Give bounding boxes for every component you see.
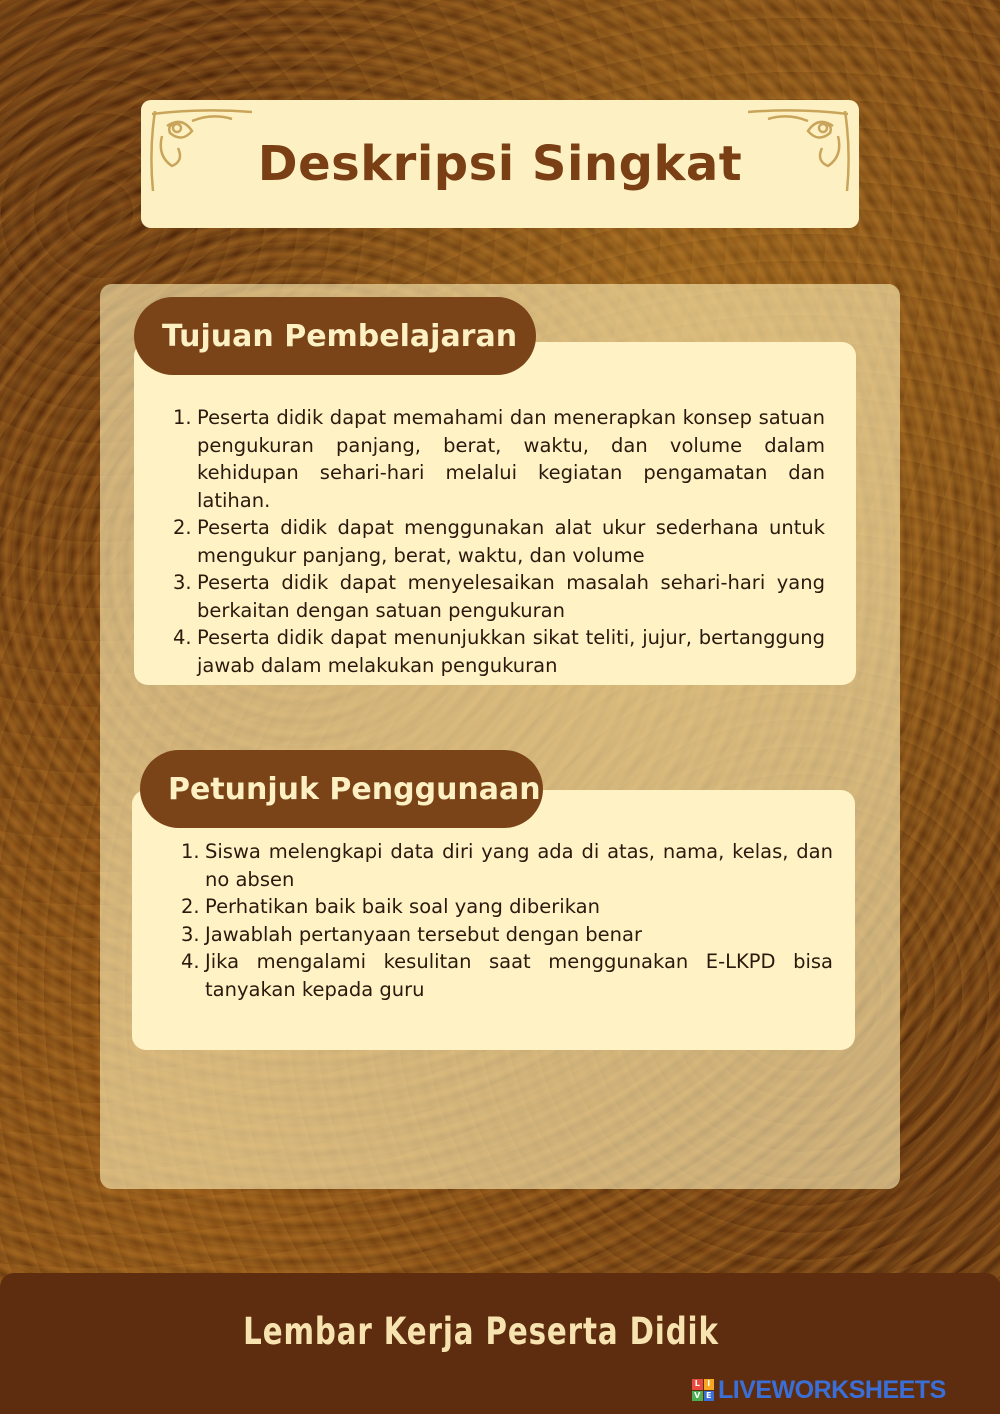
instructions-list [181,838,833,1003]
list-item: 2. Perhatikan baik baik soal yang diberikan [181,895,600,918]
ornament-corner-icon [147,106,257,196]
list-item: 1. Siswa melengkapi data diri yang ada di atas, nama, kelas, dan no absen [181,840,833,891]
ornament-corner-icon [743,106,853,196]
objectives-list [173,404,825,679]
list-item: 3. Jawablah pertanyaan tersebut dengan benar [181,922,642,946]
page-title: Deskripsi Singkat [257,136,743,192]
list-item: 3. Peserta didik dapat menyelesaikan masalah sehari-hari yang berkaitan dengan satuan pengukuran [173,571,825,622]
footer-title: Lembar Kerja Peserta Didik [243,1310,719,1353]
objectives-heading: Tujuan Pembelajaran [134,297,536,375]
list-item: 4. Jika mengalami kesulitan saat menggunakan E-LKPD bisa tanyakan kepada guru [181,950,833,1001]
list-item: 2. Peserta didik dapat menggunakan alat ukur sederhana untuk mengukur panjang, berat, waktu, dan volume [173,516,825,567]
title-card [141,100,859,228]
liveworksheets-watermark[interactable] [692,1376,946,1404]
list-item: 4. Peserta didik dapat menunjukkan sikat teliti, jujur, bertanggung jawab dalam melakukan pengukuran [173,626,825,677]
list-item: 1. Peserta didik dapat memahami dan menerapkan konsep satuan pengukuran panjang, berat, waktu, dan volume dalam kehidupan sehari-hari melalui kegiatan pengamatan dan latihan. [173,406,825,512]
liveworksheets-text: LIVEWORKSHEETS [718,1375,946,1404]
liveworksheets-logo-icon: L I V E [692,1379,714,1401]
instructions-heading: Petunjuk Penggunaan [140,750,543,828]
